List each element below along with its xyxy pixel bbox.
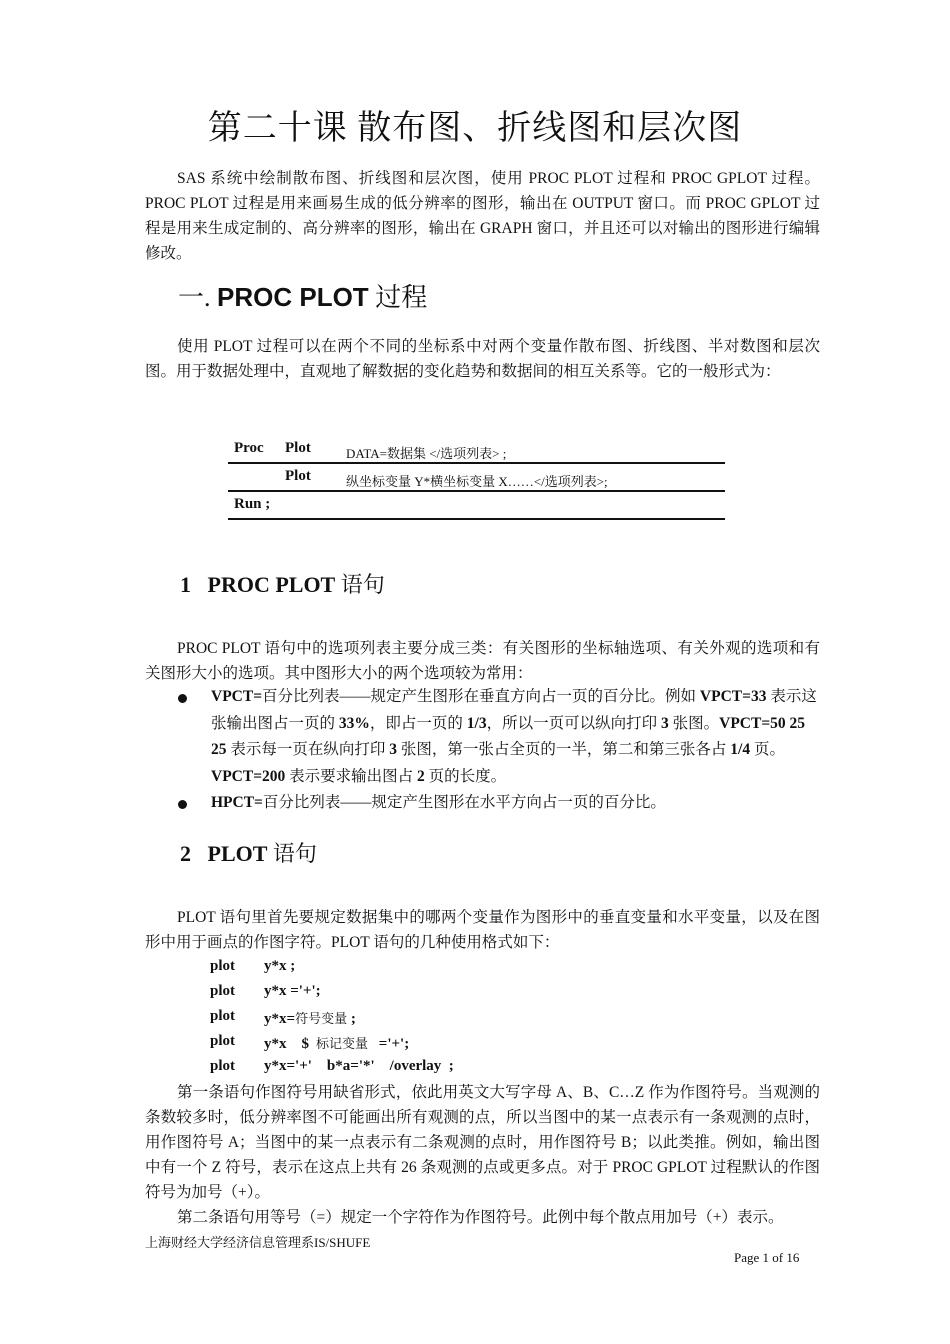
- section-heading-proc-plot: [178, 277, 427, 314]
- code-keyword: plot: [210, 983, 236, 999]
- code-keyword: plot: [210, 958, 236, 974]
- sub2-paragraph: [145, 905, 820, 955]
- syntax-keyword: Run ;: [234, 496, 271, 512]
- syntax-options: 纵坐标变量 Y*横坐标变量 X……</选项列表>;: [346, 474, 608, 489]
- subsection-cn: 语句: [267, 841, 317, 866]
- page-title: 第二十课 散布图、折线图和层次图: [207, 110, 743, 147]
- code-arg-part: y*x=: [264, 1011, 296, 1027]
- bullet-bold: VPCT=33: [699, 688, 767, 705]
- subsection-number: 1: [180, 572, 191, 597]
- term-vpct: VPCT=: [211, 688, 263, 705]
- section-suffix: 过程: [368, 283, 428, 312]
- code-placeholder: 符号变量: [295, 1011, 348, 1026]
- bullet-text: 百分比列表——规定产生图形在垂直方向占一页的百分比。例如: [262, 688, 700, 705]
- table-rule: [228, 518, 725, 520]
- para4: [145, 1205, 820, 1230]
- intro-paragraph: [145, 166, 820, 266]
- sub1-text: PROC PLOT 语句中的选项列表主要分成三类：有关图形的坐标轴选项、有关外观的选项和有关图形大小的选项。其中图形大小的两个选项较为常用：: [145, 640, 820, 682]
- bullet-hpct: [178, 790, 823, 817]
- sub1-paragraph: [145, 636, 820, 686]
- code-argument: y*x ='+';: [264, 983, 321, 999]
- intro-text: SAS 系统中绘制散布图、折线图和层次图，使用 PROC PLOT 过程和 PROC GPLOT 过程。PROC PLOT 过程是用来画易生成的低分辨率的图形，输出在 OUTPUT 窗口。而 PROC GPLOT 过程是用来生成定制的、高分辨率的图形，输出在 GRAPH 窗口，并且还可以对输出的图形进行编辑修改。: [145, 170, 820, 262]
- code-keyword: plot: [210, 1008, 236, 1024]
- code-arg-part: ='+';: [371, 1036, 410, 1052]
- sub2-text: PLOT 语句里首先要规定数据集中的哪两个变量作为图形中的垂直变量和水平变量，以及在图形中用于画点的作图字符。PLOT 语句的几种使用格式如下：: [145, 909, 820, 951]
- bullet-bold: VPCT=200: [211, 767, 286, 785]
- bullet-dot: [178, 694, 187, 703]
- bullet-text: ，即占一页的: [369, 714, 467, 732]
- bullet-bold: 3: [660, 714, 669, 732]
- bullet-vpct: [178, 684, 823, 790]
- syntax-keyword: Plot: [285, 468, 311, 484]
- syntax-row-3: [228, 492, 725, 518]
- code-argument: y*x ;: [264, 958, 296, 974]
- code-keyword: plot: [210, 1033, 236, 1049]
- bullet-text: 百分比列表——规定产生图形在水平方向占一页的百分比。: [262, 794, 666, 811]
- bullet-bold: VPCT=50 25 25: [211, 714, 806, 758]
- bullet-text: 张图，第一张占全页的一半，第二和第三张各占: [397, 741, 731, 758]
- subsection-heading-proc-plot-statement: [180, 568, 385, 599]
- section1-paragraph: [145, 334, 820, 384]
- subsection-number: 2: [180, 841, 191, 866]
- term-hpct: HPCT=: [211, 794, 263, 811]
- bullet-bold: 33%: [338, 714, 370, 732]
- syntax-keyword: Proc: [234, 440, 264, 456]
- bullet-bold: 3: [389, 741, 398, 758]
- section-latin: PROC PLOT: [217, 282, 369, 312]
- bullet-bold: 1/3: [466, 714, 487, 732]
- bullet-text: 张图。: [668, 714, 720, 732]
- code-arg-part: ;: [347, 1011, 356, 1027]
- subsection-latin: PLOT: [207, 841, 268, 866]
- bullet-dot: [178, 800, 187, 809]
- bullet-text: 表示每一页在纵向打印: [226, 741, 390, 758]
- code-argument: y*x='+' b*a='*' /overlay ;: [264, 1058, 454, 1074]
- para3: [145, 1080, 820, 1205]
- code-argument: [264, 1033, 409, 1053]
- subsection-heading-plot-statement: [180, 837, 317, 868]
- bullet-text: 页。: [750, 741, 785, 758]
- bullet-text: 表示要求输出图占: [285, 767, 418, 785]
- bullet-bold: 2: [417, 767, 425, 785]
- syntax-row-1: [228, 436, 725, 462]
- code-keyword: plot: [210, 1058, 236, 1074]
- para3-text: 第一条语句作图符号用缺省形式，依此用英文大写字母 A、B、C…Z 作为作图符号。当观测的条数较多时，低分辨率图不可能画出所有观测的点，所以当图中的某一点表示有一条观测的点时，用作图符号 A；当图中的某一点表示有二条观测的点时，用作图符号 B；以此类推。例如，输出图中有一个 Z 符号，表示在这点上共有 26 条观测的点或更多点。对于 PROC GPLOT 过程默认的作图符号为加号（+）。: [145, 1084, 820, 1201]
- syntax-row-2: [228, 464, 725, 490]
- code-arg-part: y*x $: [264, 1036, 313, 1052]
- syntax-table: [228, 436, 725, 520]
- syntax-keyword: Plot: [285, 440, 311, 456]
- bullet-bold: 1/4: [730, 741, 751, 758]
- code-placeholder: 标记变量: [312, 1036, 372, 1051]
- section-prefix: 一.: [178, 283, 218, 312]
- section1-text: 使用 PLOT 过程可以在两个不同的坐标系中对两个变量作散布图、折线图、半对数图和层次图。用于数据处理中，直观地了解数据的变化趋势和数据间的相互关系等。它的一般形式为：: [145, 338, 820, 380]
- bullet-text: 表示这张输出图占一页的: [211, 688, 817, 732]
- para4-text: 第二条语句用等号（=）规定一个字符作为作图符号。此例中每个散点用加号（+）表示。: [177, 1209, 784, 1226]
- option-bullet-list: [178, 684, 823, 817]
- syntax-options: DATA=数据集 </选项列表> ;: [346, 446, 507, 461]
- subsection-latin: PROC PLOT: [207, 572, 336, 597]
- footer-institution: 上海财经大学经济信息管理系IS/SHUFE: [145, 1235, 371, 1250]
- subsection-cn: 语句: [335, 572, 385, 597]
- bullet-text: 页的长度。: [424, 767, 507, 785]
- bullet-text: ，所以一页可以纵向打印: [486, 714, 661, 732]
- page-number: Page 1 of 16: [734, 1250, 800, 1265]
- code-argument: [264, 1008, 356, 1028]
